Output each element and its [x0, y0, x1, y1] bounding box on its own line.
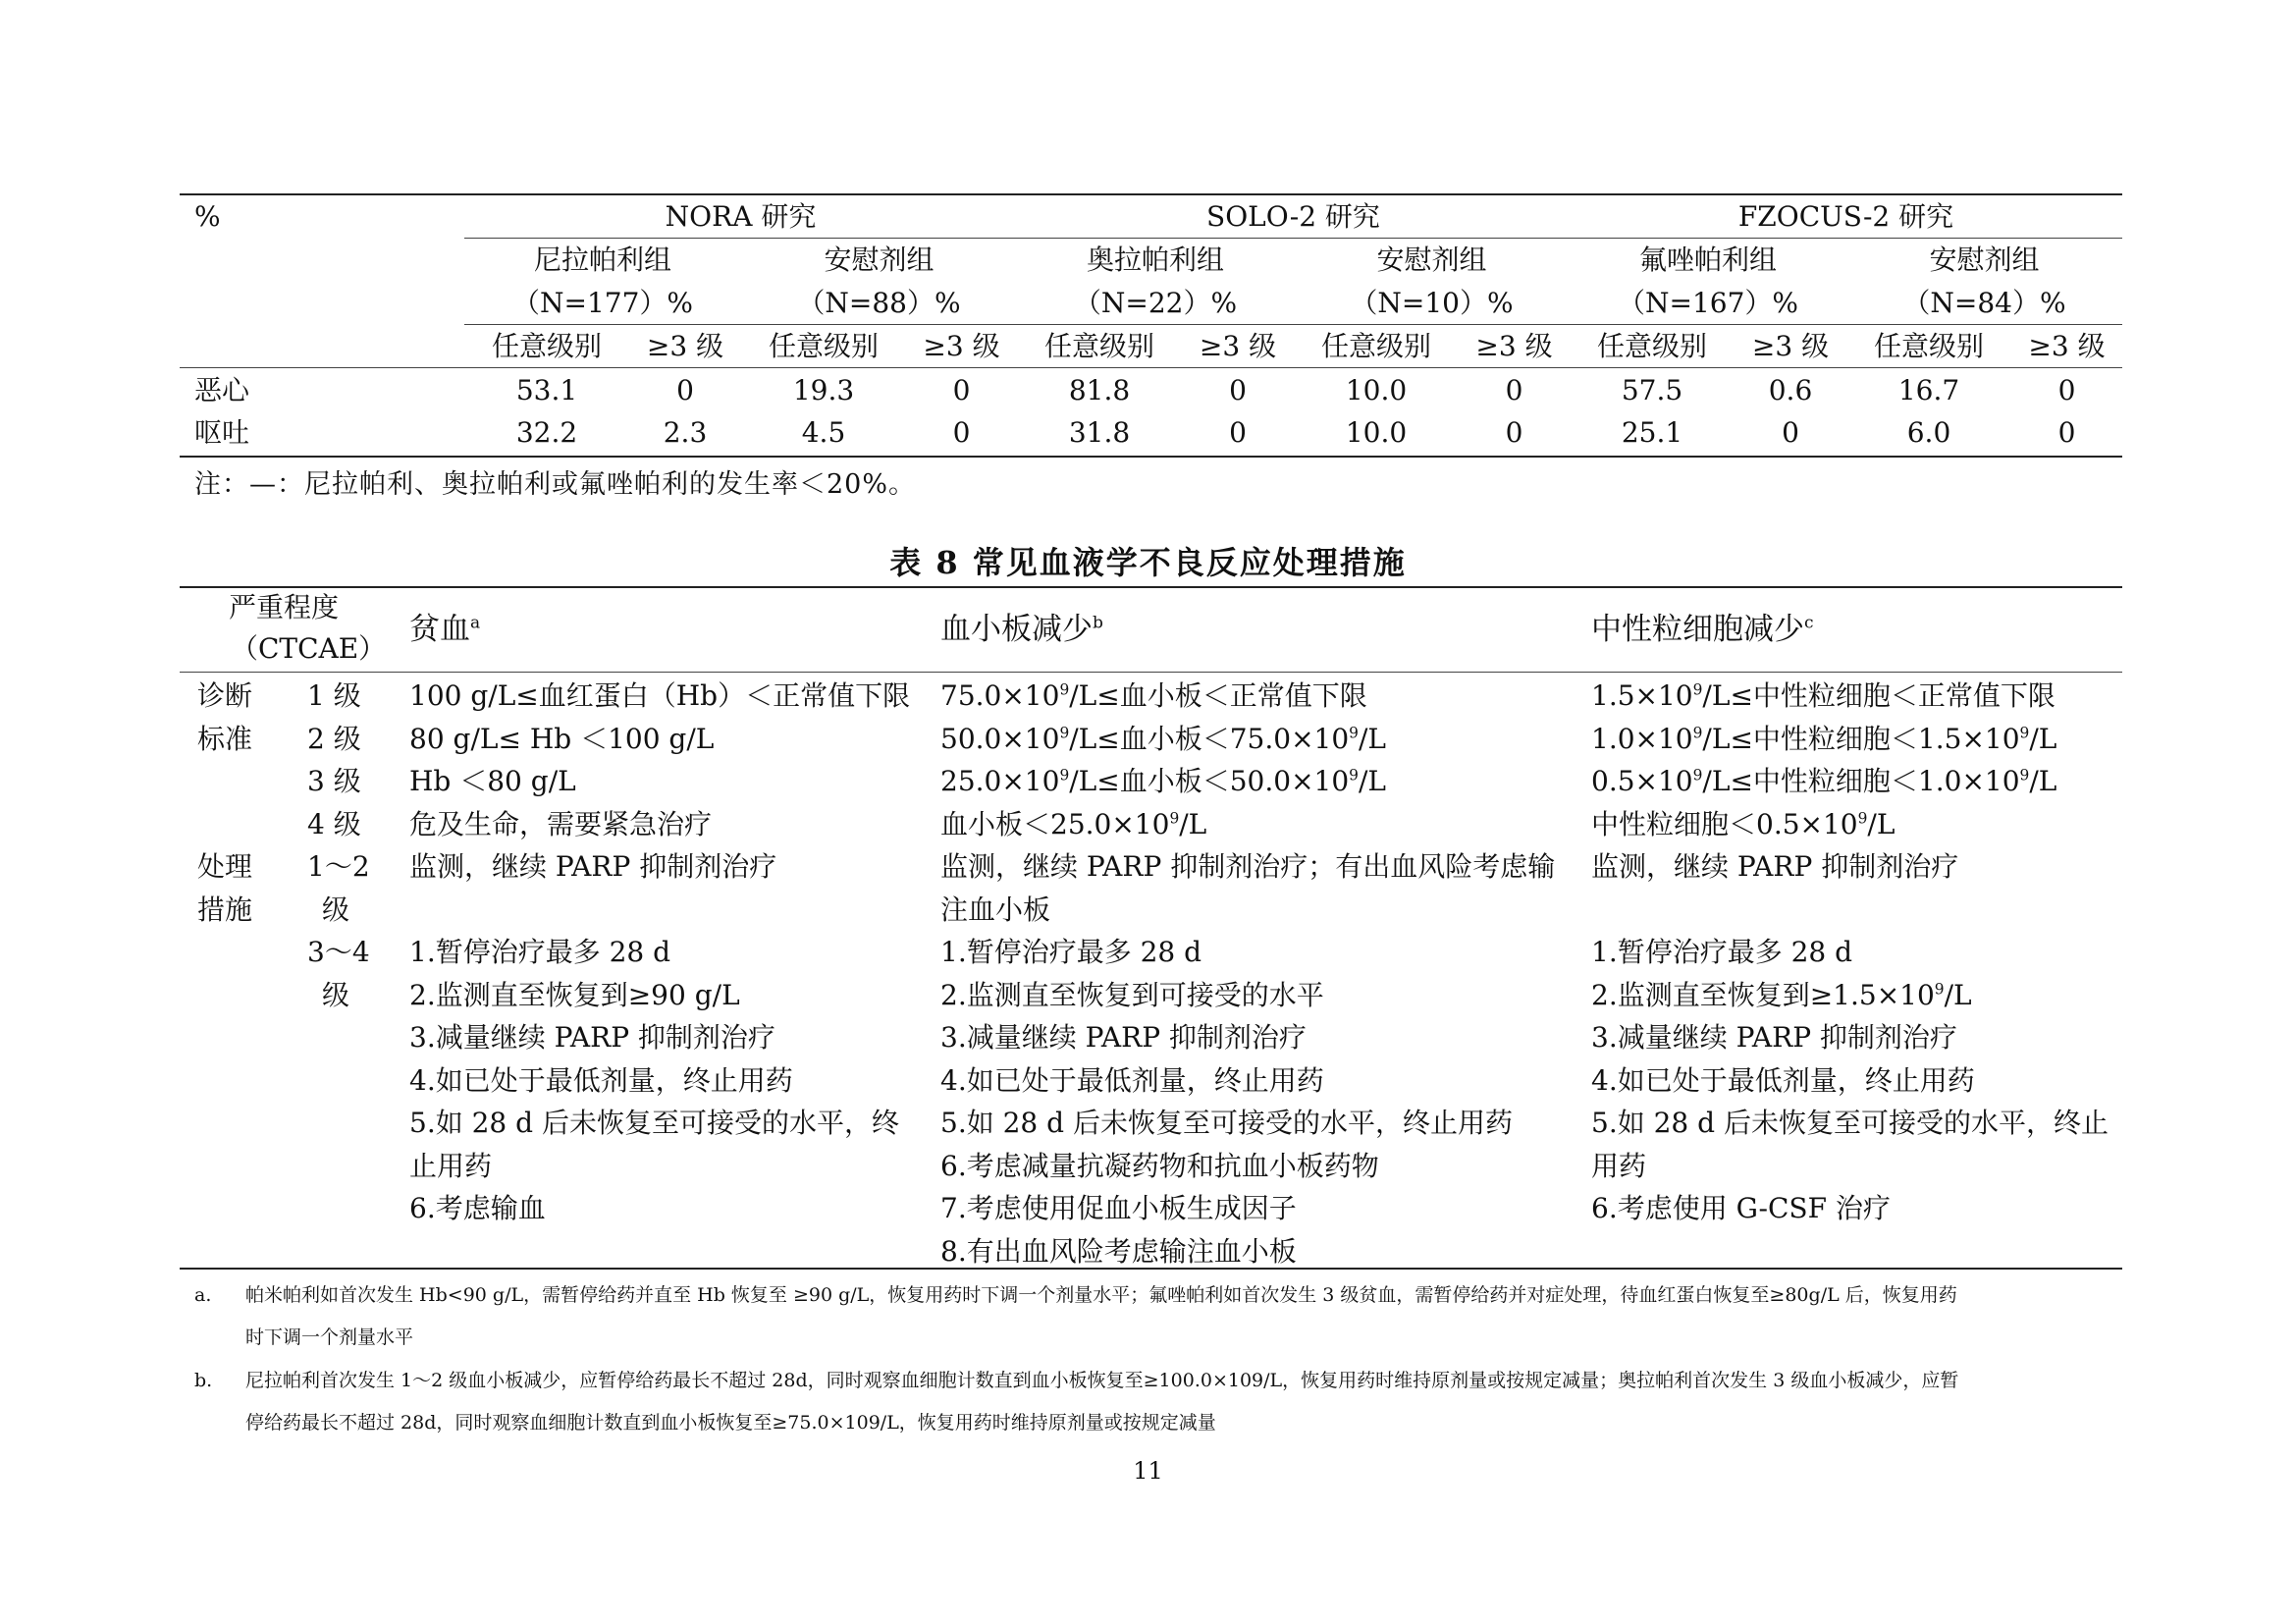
neutropenia-header: 中性粒细胞减少$^c$	[1591, 612, 1814, 647]
grade-3plus-header: ≥3 级	[923, 330, 1000, 362]
grade-3plus-header: ≥3 级	[1751, 330, 1830, 362]
platelet-step: 4.如已处于最低剂量，终止用药	[940, 1064, 1324, 1097]
table-cell: 0	[952, 416, 971, 449]
neutro-step: 3.减量继续 PARP 抑制剂治疗	[1591, 1021, 1957, 1054]
table-cell: 31.8	[1068, 416, 1131, 449]
table-cell: 32.2	[515, 416, 578, 449]
anemia-step: 1.暂停治疗最多 28 d	[409, 936, 671, 968]
grade-3plus-header: ≥3 级	[1199, 330, 1277, 362]
grade-label: 3 级	[307, 765, 361, 797]
grade-any-header: 任意级别	[1043, 330, 1154, 362]
corner-label: %	[194, 200, 221, 233]
footnote-b	[194, 1360, 2109, 1448]
platelet-step: 3.减量继续 PARP 抑制剂治疗	[940, 1021, 1307, 1054]
group-name: 安慰剂组	[824, 244, 934, 276]
table-cell: 57.5	[1621, 374, 1683, 406]
footnote-line: 停给药最长不超过 28d，同时观察血细胞计数直到血小板恢复至≥75.0×109/L，恢复用药时维持原剂量或按规定减量	[245, 1412, 1216, 1434]
table-cell: 0	[1229, 416, 1247, 449]
bottom-rule	[180, 456, 2122, 458]
anemia-criteria: 80 g/L≤ Hb ＜100 g/L	[409, 723, 715, 755]
group-n: （N=84）%	[1902, 287, 2066, 319]
anemia-treatment: 监测，继续 PARP 抑制剂治疗	[409, 850, 777, 883]
neutro-step: 4.如已处于最低剂量，终止用药	[1591, 1064, 1975, 1097]
grade-label: 级	[322, 979, 350, 1011]
table-cell: 19.3	[792, 374, 855, 406]
neutro-step: 1.暂停治疗最多 28 d	[1591, 936, 1853, 968]
grade-any-header: 任意级别	[491, 330, 602, 362]
study-header: FZOCUS-2 研究	[1737, 200, 1954, 233]
grade-any-header: 任意级别	[768, 330, 879, 362]
anemia-step: 6.考虑输血	[409, 1192, 546, 1224]
top-rule	[180, 586, 2122, 588]
group-n: （N=177）%	[511, 287, 693, 319]
table-cell: 0	[1229, 374, 1247, 406]
grade-3plus-header: ≥3 级	[2028, 330, 2106, 362]
grade-label: 3～4	[307, 936, 370, 968]
table-cell: 0	[676, 374, 694, 406]
table-cell: 4.5	[801, 416, 846, 449]
group-n: （N=88）%	[797, 287, 961, 319]
diagnosis-label: 标准	[197, 723, 253, 755]
neutro-step: 2.监测直至恢复到$\ge 1.5\times 10^9/L$	[1591, 979, 1972, 1011]
neutro-treatment: 监测，继续 PARP 抑制剂治疗	[1591, 850, 1959, 883]
row-label: 呕吐	[194, 416, 250, 449]
footnote-label: a.	[194, 1284, 212, 1306]
severity-subheader: （CTCAE）	[231, 632, 387, 665]
grade-label: 2 级	[307, 723, 361, 755]
group-n: （N=10）%	[1350, 287, 1514, 319]
table-cell: 0	[1505, 416, 1523, 449]
group-n: （N=167）%	[1617, 287, 1798, 319]
group-name: 氟唑帕利组	[1638, 244, 1777, 276]
footnote-a	[194, 1274, 2109, 1363]
platelet-criteria: $25.0\times 10^9/L\le$血小板$<50.0\times 10^9/L$	[940, 765, 1386, 797]
platelet-step: 5.如 28 d 后未恢复至可接受的水平，终止用药	[940, 1107, 1513, 1139]
footnote-line: 时下调一个剂量水平	[245, 1326, 414, 1348]
table-cell: 0	[2057, 374, 2076, 406]
group-name: 安慰剂组	[1376, 244, 1487, 276]
table-cell: 10.0	[1345, 374, 1408, 406]
anemia-header: 贫血$^a$	[409, 612, 481, 647]
anemia-step: 3.减量继续 PARP 抑制剂治疗	[409, 1021, 775, 1054]
diagnosis-label: 诊断	[197, 679, 253, 712]
grade-3plus-header: ≥3 级	[1475, 330, 1553, 362]
platelet-treatment: 注血小板	[940, 893, 1051, 926]
group-name: 安慰剂组	[1929, 244, 2040, 276]
row-label: 恶心	[194, 374, 250, 406]
platelet-step: 6.考虑减量抗凝药物和抗血小板药物	[940, 1150, 1379, 1182]
severity-header: 严重程度	[229, 591, 340, 623]
anemia-criteria: 100 g/L≤血红蛋白（Hb）＜正常值下限	[409, 679, 911, 712]
table-cell: 25.1	[1621, 416, 1683, 449]
platelet-step: 2.监测直至恢复到可接受的水平	[940, 979, 1324, 1011]
neutro-criteria: 中性粒细胞$<0.5\times 10^9/L$	[1591, 808, 1896, 840]
table-cell: 81.8	[1068, 374, 1131, 406]
grade-label: 1～2	[307, 850, 370, 883]
anemia-step: 5.如 28 d 后未恢复至可接受的水平，终	[409, 1107, 899, 1139]
neutro-criteria: $0.5\times 10^9/L\le$中性粒细胞$<1.0\times 10^9/L$	[1591, 765, 2057, 797]
footnote-text	[245, 1360, 2109, 1444]
platelet-criteria: $75.0\times 10^9/L\le$血小板＜正常值下限	[940, 679, 1367, 712]
grade-any-header: 任意级别	[1596, 330, 1707, 362]
group-n: （N=22）%	[1073, 287, 1238, 319]
grade-label: 级	[322, 893, 350, 926]
footnote-line: 尼拉帕利首次发生 1～2 级血小板减少，应暂停给药最长不超过 28d，同时观察血细胞计数直到血小板恢复至≥100.0×109/L，恢复用药时维持原剂量或按规定减量；奥拉帕利首次发生 3 级血小板减少，应暂	[245, 1370, 1959, 1391]
anemia-criteria: 危及生命，需要紧急治疗	[409, 808, 713, 840]
grade-any-header: 任意级别	[1320, 330, 1431, 362]
platelet-header: 血小板减少$^b$	[940, 612, 1103, 647]
treatment-label: 处理	[197, 850, 253, 883]
anemia-criteria: Hb ＜80 g/L	[409, 765, 576, 797]
footnote-label: b.	[194, 1370, 213, 1391]
platelet-treatment: 监测，继续 PARP 抑制剂治疗；有出血风险考虑输	[940, 850, 1556, 883]
table-cell: 0.6	[1768, 374, 1813, 406]
platelet-criteria: $50.0\times 10^9/L\le$血小板$<75.0\times 10^9/L$	[940, 723, 1386, 755]
anemia-step: 4.如已处于最低剂量，终止用药	[409, 1064, 793, 1097]
table-cell: 16.7	[1897, 374, 1960, 406]
page-number: 11	[1133, 1457, 1163, 1485]
table-cell: 0	[2057, 416, 2076, 449]
table-cell: 0	[1782, 416, 1799, 449]
neutro-step: 6.考虑使用 G-CSF 治疗	[1591, 1192, 1891, 1224]
table-cell: 10.0	[1345, 416, 1408, 449]
neutro-step: 用药	[1591, 1150, 1647, 1182]
grade-any-header: 任意级别	[1873, 330, 1984, 362]
table-cell: 53.1	[515, 374, 578, 406]
footnote-line: 帕米帕利如首次发生 Hb<90 g/L，需暂停给药并直至 Hb 恢复至 ≥90 g/L，恢复用药时下调一个剂量水平；氟唑帕利如首次发生 3 级贫血，需暂停给药并对症处理，待血红蛋白恢复至≥80g/L 后，恢复用药	[245, 1284, 1957, 1306]
grade-label: 4 级	[307, 808, 361, 840]
platelet-criteria: 血小板$<25.0\times 10^9/L$	[940, 808, 1207, 840]
platelet-step: 8.有出血风险考虑输注血小板	[940, 1235, 1297, 1268]
grade-3plus-header: ≥3 级	[646, 330, 724, 362]
treatment-label: 措施	[197, 893, 253, 926]
table-title: 表 8 常见血液学不良反应处理措施	[889, 544, 1407, 581]
study-header: SOLO-2 研究	[1206, 200, 1380, 233]
platelet-step: 7.考虑使用促血小板生成因子	[940, 1192, 1297, 1224]
table-note: 注：—：尼拉帕利、奥拉帕利或氟唑帕利的发生率＜20%。	[194, 469, 917, 500]
anemia-step: 止用药	[409, 1150, 493, 1182]
table-cell: 0	[1505, 374, 1523, 406]
neutro-criteria: $1.0\times 10^9/L\le$中性粒细胞$<1.5\times 10^9/L$	[1591, 723, 2057, 755]
header-rule	[180, 672, 2122, 673]
group-name: 奥拉帕利组	[1086, 244, 1224, 276]
anemia-step: 2.监测直至恢复到≥90 g/L	[409, 979, 740, 1011]
platelet-step: 1.暂停治疗最多 28 d	[940, 936, 1202, 968]
table-cell: 6.0	[1906, 416, 1951, 449]
neutro-criteria: $1.5\times 10^9/L\le$中性粒细胞＜正常值下限	[1591, 679, 2056, 712]
group-name: 尼拉帕利组	[533, 244, 671, 276]
grade-label: 1 级	[307, 679, 361, 712]
study-header: NORA 研究	[665, 200, 817, 233]
table-cell: 2.3	[663, 416, 708, 449]
table-cell: 0	[952, 374, 971, 406]
footnote-text	[245, 1274, 2109, 1359]
neutro-step: 5.如 28 d 后未恢复至可接受的水平，终止	[1591, 1107, 2109, 1139]
